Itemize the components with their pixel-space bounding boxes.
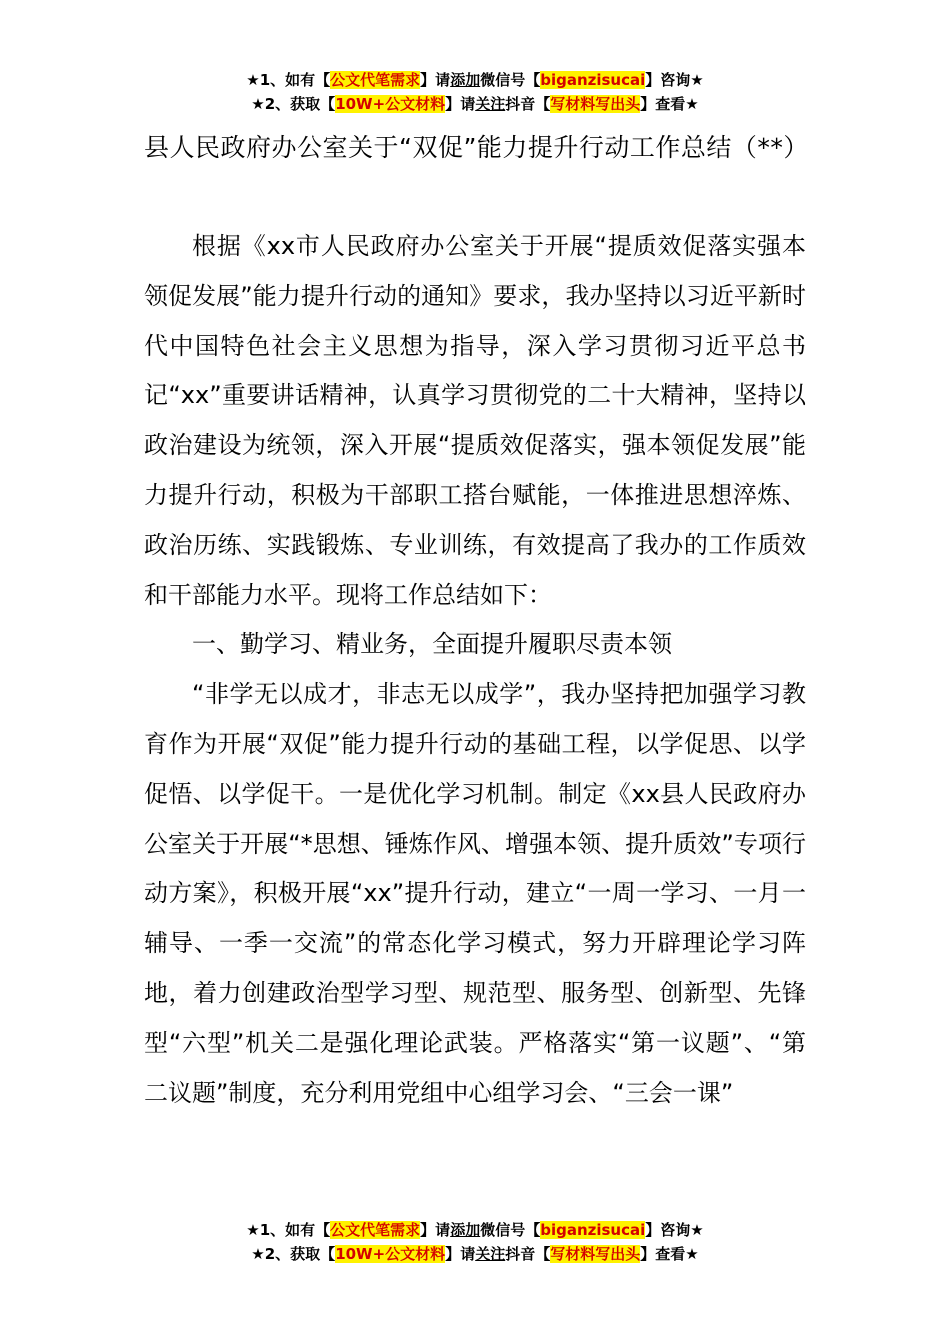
document-body — [144, 222, 806, 1118]
promo-highlight: biganzisucai — [540, 1221, 646, 1239]
promo-text: ★2、获取【 — [251, 1245, 336, 1263]
promo-line-1 — [0, 1218, 950, 1242]
promo-highlight: 10W+公文材料 — [335, 1245, 446, 1263]
promo-highlight: 公文代笔需求 — [330, 1221, 421, 1239]
section-heading-1: 一、勤学习、精业务，全面提升履职尽责本领 — [192, 630, 672, 659]
paragraph-intro: 根据《xx市人民政府办公室关于开展“提质效促落实强本领促发展”能力提升行动的通知》要求，我办坚持以习近平新时代中国特色社会主义思想为指导，深入学习贯彻习近平总书记“xx”重要讲话精神，认真学习贯彻党的二十大精神，坚持以政治建设为统领，深入开展“提质效促落实，强本领促发展”能力提升行动，积极为干部职工搭台赋能，一体推进思想淬炼、政治历练、实践锻炼、专业训练，有效提高了我办的工作质效和干部能力水平。现将工作总结如下： — [144, 232, 806, 609]
promo-line-2 — [0, 1242, 950, 1266]
promo-text: 】咨询★ — [645, 1221, 704, 1239]
promo-text: 】请 — [445, 1245, 476, 1263]
promo-underline: 关注 — [475, 95, 506, 113]
promo-underline: 添加 — [450, 71, 481, 89]
paragraph-section-1: “非学无以成才，非志无以成学”，我办坚持把加强学习教育作为开展“双促”能力提升行动的基础工程，以学促思、以学促悟、以学促干。一是优化学习机制。制定《xx县人民政府办公室关于开展“*思想、锤炼作风、增强本领、提升质效”专项行动方案》，积极开展“xx”提升行动，建立“一周一学习、一月一辅导、一季一交流”的常态化学习模式，努力开辟理论学习阵地，着力创建政治型学习型、规范型、服务型、创新型、先锋型“六型”机关二是强化理论武装。严格落实“第一议题”、“第二议题”制度，充分利用党组中心组学习会、“三会一课” — [144, 680, 806, 1107]
promo-underline: 添加 — [450, 1221, 481, 1239]
promo-banner-top — [0, 68, 950, 116]
promo-text: ★1、如有【 — [246, 1221, 331, 1239]
promo-highlight: 写材料写出头 — [550, 1245, 641, 1263]
promo-line-1 — [0, 68, 950, 92]
promo-line-2 — [0, 92, 950, 116]
promo-text: 抖音【 — [505, 1245, 551, 1263]
promo-text: 微信号【 — [480, 71, 541, 89]
promo-text: 】查看★ — [640, 1245, 699, 1263]
promo-highlight: 写材料写出头 — [550, 95, 641, 113]
promo-text: 】请 — [445, 95, 476, 113]
promo-text: 微信号【 — [480, 1221, 541, 1239]
promo-text: ★2、获取【 — [251, 95, 336, 113]
promo-text: 】请 — [420, 71, 451, 89]
promo-highlight: 公文代笔需求 — [330, 71, 421, 89]
promo-text: 】咨询★ — [645, 71, 704, 89]
promo-highlight: biganzisucai — [540, 71, 646, 89]
promo-underline: 关注 — [475, 1245, 506, 1263]
promo-text: 】请 — [420, 1221, 451, 1239]
promo-text: 】查看★ — [640, 95, 699, 113]
promo-banner-bottom — [0, 1218, 950, 1266]
promo-highlight: 10W+公文材料 — [335, 95, 446, 113]
promo-text: 抖音【 — [505, 95, 551, 113]
promo-text: ★1、如有【 — [246, 71, 331, 89]
document-title: 县人民政府办公室关于“双促”能力提升行动工作总结（**） — [144, 133, 809, 162]
